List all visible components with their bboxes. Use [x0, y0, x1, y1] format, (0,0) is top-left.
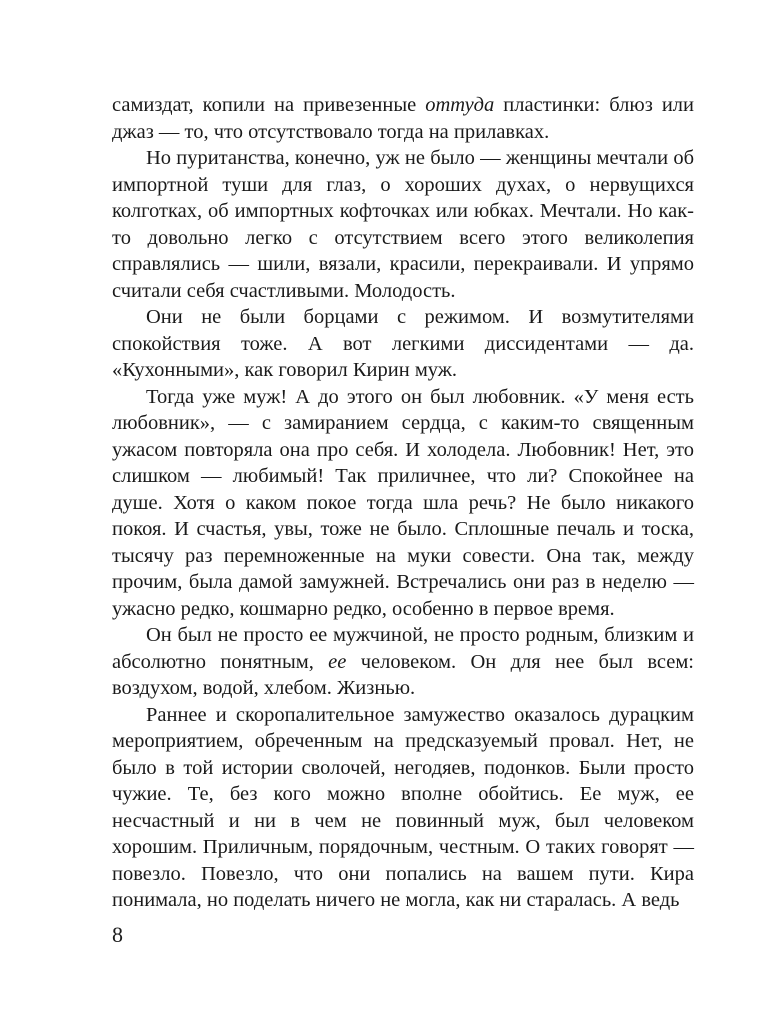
- page-number: 8: [112, 922, 123, 947]
- paragraph-2: [112, 145, 694, 304]
- paragraph-5-text-a: Он был не просто ее мужчиной, не просто родным, близким и абсолютно понятным,: [112, 624, 694, 673]
- paragraph-1-text-a: самиздат, копили на привезенные: [112, 94, 426, 116]
- paragraph-5-italic: ее: [328, 650, 347, 673]
- paragraph-1-italic: оттуда: [425, 94, 495, 116]
- paragraph-3-text: Они не были борцами с режимом. И возмутителями спокойствия тоже. А вот легкими диссидентами — да. «Кухонными», как говорил Кирин муж.: [112, 306, 694, 381]
- paragraph-3: [112, 304, 694, 384]
- paragraph-4: [112, 384, 694, 623]
- page-text: [112, 92, 694, 914]
- paragraph-4-text: Тогда уже муж! А до этого он был любовник. «У меня есть любовник», — с замиранием сердца, с каким-то священным ужасом повторяла она про себя. И холодела. Любовник! Нет, это слишком — любимый! Так приличнее, что ли? Спокойнее на душе. Хотя о каком покое тогда шла речь? Не было никакого покоя. И счастья, увы, тоже не было. Сплошные печаль и тоска, тысячу раз перемноженные на муки совести. Она так, между прочим, была дамой замужней. Встречались они раз в неделю — ужасно редко, кошмарно редко, особенно в первое время.: [112, 385, 694, 620]
- paragraph-5: [112, 622, 694, 702]
- paragraph-1: [112, 92, 694, 145]
- paragraph-6: [112, 702, 694, 914]
- paragraph-1-text-b: пластинки: блюз или джаз — то, что отсутствовало тогда на прилавках.: [112, 94, 694, 143]
- paragraph-5-text-b: человеком. Он для нее был всем: воздухом, водой, хлебом. Жизнью.: [112, 650, 694, 699]
- paragraph-6-text: Раннее и скоропалительное замужество оказалось дурацким мероприятием, обреченным на предсказуемый провал. Нет, не было в той истории сволочей, негодяев, подонков. Были просто чужие. Те, без кого можно вполне обойтись. Ее муж, ее несчастный и ни в чем не повинный муж, был человеком хорошим. Приличным, порядочным, честным. О таких говорят — повезло. Повезло, что они попались на вашем пути. Кира понимала, но поделать ничего не могла, как ни старалась. А ведь: [112, 703, 694, 911]
- paragraph-2-text: Но пуританства, конечно, уж не было — женщины мечтали об импортной туши для глаз, о хороших духах, о нервущихся колготках, об импортных кофточках или юбках. Мечтали. Но как-то довольно легко с отсутствием всего этого великолепия справлялись — шили, вязали, красили, перекраивали. И упрямо считали себя счастливыми. Молодость.: [112, 147, 694, 302]
